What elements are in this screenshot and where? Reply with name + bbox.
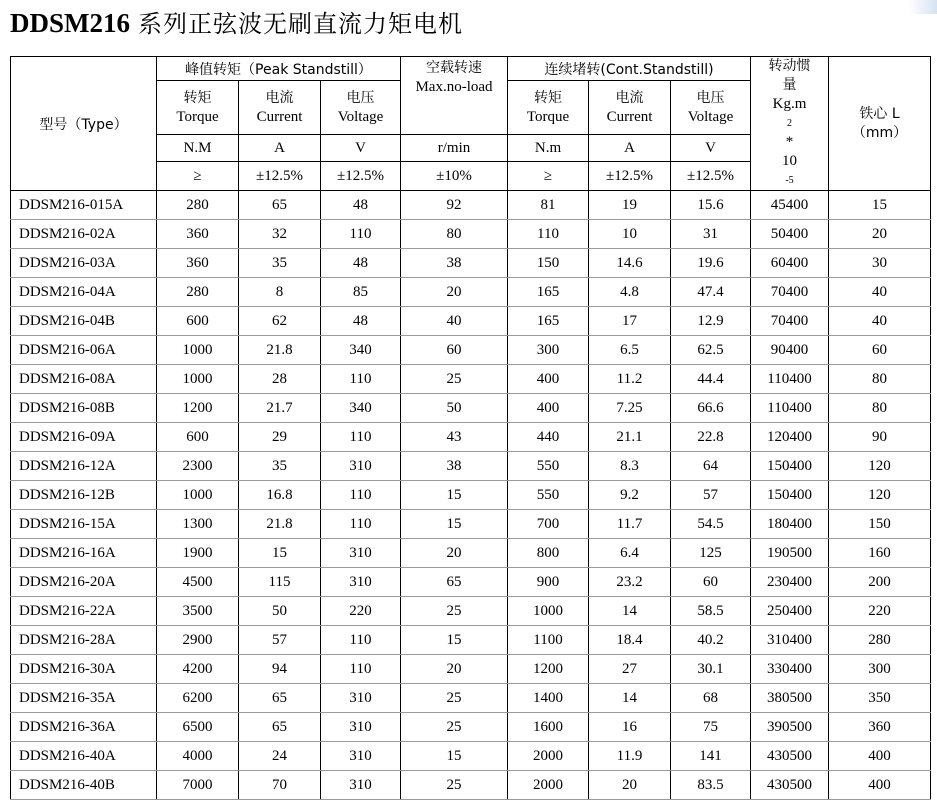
cell-core-length: 40 [829,307,931,336]
cell-cont-current: 23.2 [589,568,671,597]
cell-cont-voltage: 83.5 [671,771,751,800]
spec-table-rows [11,191,931,800]
cell-peak-current: 65 [239,684,321,713]
cell-peak-current: 15 [239,539,321,568]
cell-noload-speed: 40 [401,307,508,336]
header-peak-current [239,81,321,135]
header-core-cn: 铁心 L [859,105,900,122]
table-row [11,713,931,742]
cell-cont-torque: 150 [508,249,589,278]
cell-peak-current: 21.8 [239,336,321,365]
header-peak-torque [157,81,239,135]
header-cont-torque [508,81,589,135]
cell-core-length: 40 [829,278,931,307]
table-row [11,452,931,481]
cell-cont-voltage: 31 [671,220,751,249]
tol-peak-voltage: ±12.5% [321,162,401,191]
cell-core-length: 80 [829,365,931,394]
cell-peak-voltage: 110 [321,481,401,510]
cell-noload-speed: 20 [401,539,508,568]
cell-noload-speed: 15 [401,626,508,655]
unit-noload: r/min [401,135,508,162]
cell-peak-voltage: 48 [321,191,401,220]
table-row [11,394,931,423]
cell-core-length: 200 [829,568,931,597]
tol-cont-current: ±12.5% [589,162,671,191]
cell-noload-speed: 15 [401,510,508,539]
cell-cont-torque: 300 [508,336,589,365]
header-cont-group: 连续堵转(Cont.Standstill) [508,57,751,81]
cell-peak-current: 35 [239,452,321,481]
cell-model: DDSM216-16A [11,539,157,568]
header-cont-voltage-en: Voltage [687,108,734,125]
cell-cont-torque: 165 [508,278,589,307]
cell-peak-voltage: 110 [321,220,401,249]
unit-cont-torque: N.m [508,135,589,162]
title-model: DDSM216 [10,8,130,38]
cell-noload-speed: 15 [401,742,508,771]
cell-inertia: 110400 [751,394,829,423]
cell-model: DDSM216-40B [11,771,157,800]
cell-core-length: 60 [829,336,931,365]
cell-cont-current: 20 [589,771,671,800]
table-row [11,568,931,597]
table-row [11,423,931,452]
spec-table [10,56,931,800]
cell-cont-torque: 81 [508,191,589,220]
cell-inertia: 230400 [751,568,829,597]
header-inertia-cn-1: 转动惯 [768,58,811,74]
cell-cont-torque: 1200 [508,655,589,684]
header-cont-voltage [671,81,751,135]
cell-peak-current: 50 [239,597,321,626]
table-row [11,539,931,568]
cell-peak-voltage: 340 [321,394,401,423]
header-noload-en: Max.no-load [415,79,493,95]
cell-model: DDSM216-015A [11,191,157,220]
cell-peak-voltage: 110 [321,510,401,539]
cell-core-length: 400 [829,771,931,800]
cell-cont-voltage: 12.9 [671,307,751,336]
cell-cont-current: 6.4 [589,539,671,568]
cell-model: DDSM216-06A [11,336,157,365]
table-row [11,684,931,713]
cell-peak-torque: 1900 [157,539,239,568]
cell-cont-voltage: 66.6 [671,394,751,423]
cell-cont-voltage: 44.4 [671,365,751,394]
cell-core-length: 30 [829,249,931,278]
cell-cont-torque: 900 [508,568,589,597]
cell-core-length: 300 [829,655,931,684]
header-peak-voltage [321,81,401,135]
cell-peak-voltage: 110 [321,655,401,684]
header-peak-torque-en: Torque [176,108,219,125]
cell-cont-torque: 1400 [508,684,589,713]
cell-noload-speed: 25 [401,365,508,394]
cell-cont-torque: 2000 [508,771,589,800]
header-peak-voltage-en: Voltage [337,108,384,125]
cell-cont-torque: 1600 [508,713,589,742]
cell-peak-voltage: 110 [321,365,401,394]
cell-model: DDSM216-20A [11,568,157,597]
cell-peak-torque: 2900 [157,626,239,655]
cell-inertia: 190500 [751,539,829,568]
cell-peak-torque: 600 [157,423,239,452]
header-cont-current-en: Current [606,108,653,125]
cell-cont-torque: 550 [508,452,589,481]
cell-noload-speed: 20 [401,278,508,307]
cell-inertia: 120400 [751,423,829,452]
cell-model: DDSM216-09A [11,423,157,452]
cell-peak-voltage: 110 [321,423,401,452]
cell-peak-voltage: 48 [321,307,401,336]
cell-core-length: 150 [829,510,931,539]
cell-noload-speed: 92 [401,191,508,220]
header-noload-cn: 空载转速 [426,60,482,76]
cell-cont-current: 21.1 [589,423,671,452]
cell-cont-current: 17 [589,307,671,336]
inertia-unit-mult: * [785,134,794,150]
cell-noload-speed: 60 [401,336,508,365]
cell-peak-current: 115 [239,568,321,597]
cell-core-length: 400 [829,742,931,771]
cell-inertia: 150400 [751,452,829,481]
cell-peak-current: 65 [239,713,321,742]
header-peak-voltage-cn: 电压 [346,89,375,106]
cell-cont-voltage: 64 [671,452,751,481]
unit-peak-voltage: V [321,135,401,162]
cell-inertia: 45400 [751,191,829,220]
unit-cont-current: A [589,135,671,162]
cell-model: DDSM216-35A [11,684,157,713]
cell-inertia: 70400 [751,307,829,336]
header-type: 型号（Type） [11,57,157,191]
cell-peak-torque: 6500 [157,713,239,742]
tol-peak-current: ±12.5% [239,162,321,191]
table-row [11,771,931,800]
cell-peak-torque: 280 [157,191,239,220]
cell-core-length: 280 [829,626,931,655]
cell-cont-voltage: 54.5 [671,510,751,539]
cell-inertia: 430500 [751,742,829,771]
cell-model: DDSM216-40A [11,742,157,771]
cell-inertia: 310400 [751,626,829,655]
cell-cont-current: 9.2 [589,481,671,510]
cell-peak-current: 28 [239,365,321,394]
cell-model: DDSM216-03A [11,249,157,278]
header-inertia-cn-2: 量 [782,77,797,93]
tol-peak-torque: ≥ [157,162,239,191]
cell-peak-voltage: 220 [321,597,401,626]
cell-peak-current: 16.8 [239,481,321,510]
cell-core-length: 360 [829,713,931,742]
cell-core-length: 160 [829,539,931,568]
cell-cont-current: 11.2 [589,365,671,394]
cell-peak-current: 70 [239,771,321,800]
cell-peak-voltage: 48 [321,249,401,278]
table-row [11,336,931,365]
cell-cont-current: 16 [589,713,671,742]
cell-peak-current: 57 [239,626,321,655]
table-row [11,597,931,626]
cell-model: DDSM216-30A [11,655,157,684]
tol-cont-voltage: ±12.5% [671,162,751,191]
cell-cont-voltage: 40.2 [671,626,751,655]
table-row [11,510,931,539]
header-peak-current-cn: 电流 [265,89,294,106]
page-title [10,4,463,42]
cell-inertia: 380500 [751,684,829,713]
cell-cont-current: 10 [589,220,671,249]
cell-cont-torque: 165 [508,307,589,336]
cell-peak-voltage: 310 [321,771,401,800]
cell-cont-torque: 400 [508,365,589,394]
cell-model: DDSM216-22A [11,597,157,626]
cell-peak-current: 8 [239,278,321,307]
cell-cont-current: 14 [589,684,671,713]
cell-peak-torque: 4500 [157,568,239,597]
cell-inertia: 150400 [751,481,829,510]
header-inertia-unit-line [751,95,828,152]
cell-noload-speed: 20 [401,655,508,684]
cell-cont-current: 14.6 [589,249,671,278]
cell-cont-current: 18.4 [589,626,671,655]
cell-cont-torque: 550 [508,481,589,510]
header-peak-current-en: Current [256,108,303,125]
cell-cont-torque: 110 [508,220,589,249]
table-row [11,249,931,278]
inertia-scale-exp: -5 [785,175,794,186]
cell-cont-voltage: 62.5 [671,336,751,365]
header-core-unit: （mm） [851,124,908,141]
cell-noload-speed: 25 [401,771,508,800]
cell-peak-voltage: 310 [321,742,401,771]
inertia-unit-base: Kg.m [772,96,807,112]
inertia-unit-exp: 2 [787,118,792,129]
table-row [11,365,931,394]
cell-cont-torque: 700 [508,510,589,539]
cell-peak-current: 24 [239,742,321,771]
cell-peak-voltage: 310 [321,568,401,597]
cell-peak-voltage: 85 [321,278,401,307]
cell-noload-speed: 80 [401,220,508,249]
title-text: 系列正弦波无刷直流力矩电机 [137,10,463,38]
cell-peak-voltage: 310 [321,452,401,481]
header-peak-torque-cn: 转矩 [183,89,212,106]
unit-peak-current: A [239,135,321,162]
cell-cont-torque: 1100 [508,626,589,655]
header-core [829,57,931,191]
header-cont-torque-cn: 转矩 [534,89,562,106]
cell-peak-torque: 7000 [157,771,239,800]
unit-peak-torque: N.M [157,135,239,162]
cell-peak-torque: 600 [157,307,239,336]
table-row [11,220,931,249]
cell-peak-torque: 6200 [157,684,239,713]
cell-peak-torque: 1000 [157,365,239,394]
cell-cont-torque: 400 [508,394,589,423]
cell-cont-current: 19 [589,191,671,220]
cell-peak-voltage: 310 [321,684,401,713]
cell-peak-current: 94 [239,655,321,684]
cell-cont-torque: 2000 [508,742,589,771]
cell-peak-current: 62 [239,307,321,336]
cell-cont-voltage: 19.6 [671,249,751,278]
cell-cont-torque: 800 [508,539,589,568]
cell-model: DDSM216-28A [11,626,157,655]
cell-cont-current: 4.8 [589,278,671,307]
cell-peak-current: 32 [239,220,321,249]
cell-cont-voltage: 141 [671,742,751,771]
cell-inertia: 110400 [751,365,829,394]
header-cont-current-cn: 电流 [615,89,644,106]
cell-peak-current: 35 [239,249,321,278]
cell-inertia: 390500 [751,713,829,742]
cell-noload-speed: 38 [401,452,508,481]
cell-peak-voltage: 310 [321,539,401,568]
cell-cont-voltage: 75 [671,713,751,742]
cell-noload-speed: 50 [401,394,508,423]
cell-core-length: 350 [829,684,931,713]
header-inertia-scale-line [751,152,828,190]
cell-cont-voltage: 60 [671,568,751,597]
cell-noload-speed: 38 [401,249,508,278]
cell-noload-speed: 25 [401,713,508,742]
cell-cont-current: 27 [589,655,671,684]
cell-peak-torque: 1000 [157,481,239,510]
cell-peak-current: 29 [239,423,321,452]
cell-cont-current: 8.3 [589,452,671,481]
cell-noload-speed: 25 [401,597,508,626]
cell-peak-torque: 1300 [157,510,239,539]
table-row [11,307,931,336]
corner-accent [909,0,937,14]
header-cont-current [589,81,671,135]
cell-cont-voltage: 30.1 [671,655,751,684]
cell-peak-current: 21.8 [239,510,321,539]
cell-cont-current: 14 [589,597,671,626]
cell-inertia: 430500 [751,771,829,800]
cell-peak-torque: 1000 [157,336,239,365]
header-cont-voltage-cn: 电压 [696,89,725,106]
cell-cont-voltage: 15.6 [671,191,751,220]
cell-noload-speed: 15 [401,481,508,510]
header-inertia [751,57,829,191]
cell-peak-torque: 4000 [157,742,239,771]
cell-cont-voltage: 57 [671,481,751,510]
table-row [11,481,931,510]
cell-cont-torque: 440 [508,423,589,452]
cell-inertia: 180400 [751,510,829,539]
cell-inertia: 70400 [751,278,829,307]
table-row [11,655,931,684]
cell-model: DDSM216-02A [11,220,157,249]
cell-peak-torque: 3500 [157,597,239,626]
cell-core-length: 220 [829,597,931,626]
cell-core-length: 90 [829,423,931,452]
header-cont-torque-en: Torque [526,108,570,125]
cell-core-length: 120 [829,452,931,481]
cell-noload-speed: 43 [401,423,508,452]
cell-inertia: 250400 [751,597,829,626]
cell-peak-torque: 4200 [157,655,239,684]
cell-peak-voltage: 340 [321,336,401,365]
cell-peak-current: 65 [239,191,321,220]
cell-peak-torque: 360 [157,249,239,278]
tol-cont-torque: ≥ [508,162,589,191]
cell-model: DDSM216-04A [11,278,157,307]
cell-cont-voltage: 22.8 [671,423,751,452]
cell-peak-torque: 2300 [157,452,239,481]
cell-core-length: 80 [829,394,931,423]
cell-cont-voltage: 125 [671,539,751,568]
tol-noload: ±10% [401,162,508,191]
cell-core-length: 20 [829,220,931,249]
cell-cont-voltage: 58.5 [671,597,751,626]
cell-cont-torque: 1000 [508,597,589,626]
cell-cont-current: 11.9 [589,742,671,771]
cell-model: DDSM216-12B [11,481,157,510]
cell-cont-current: 11.7 [589,510,671,539]
cell-core-length: 15 [829,191,931,220]
cell-cont-current: 6.5 [589,336,671,365]
cell-peak-voltage: 110 [321,626,401,655]
cell-core-length: 120 [829,481,931,510]
cell-peak-current: 21.7 [239,394,321,423]
cell-peak-torque: 1200 [157,394,239,423]
cell-inertia: 330400 [751,655,829,684]
cell-model: DDSM216-08A [11,365,157,394]
cell-model: DDSM216-04B [11,307,157,336]
cell-inertia: 50400 [751,220,829,249]
cell-peak-torque: 360 [157,220,239,249]
cell-peak-torque: 280 [157,278,239,307]
cell-noload-speed: 65 [401,568,508,597]
table-row [11,626,931,655]
cell-inertia: 90400 [751,336,829,365]
cell-model: DDSM216-36A [11,713,157,742]
cell-model: DDSM216-08B [11,394,157,423]
cell-peak-voltage: 310 [321,713,401,742]
cell-cont-current: 7.25 [589,394,671,423]
cell-model: DDSM216-15A [11,510,157,539]
cell-noload-speed: 25 [401,684,508,713]
cell-model: DDSM216-12A [11,452,157,481]
table-row [11,278,931,307]
table-row [11,191,931,220]
unit-cont-voltage: V [671,135,751,162]
inertia-scale-base: 10 [782,153,797,169]
cell-cont-voltage: 68 [671,684,751,713]
cell-inertia: 60400 [751,249,829,278]
header-noload [401,57,508,135]
cell-cont-voltage: 47.4 [671,278,751,307]
table-row [11,742,931,771]
header-peak-group: 峰值转矩（Peak Standstill） [157,57,401,81]
